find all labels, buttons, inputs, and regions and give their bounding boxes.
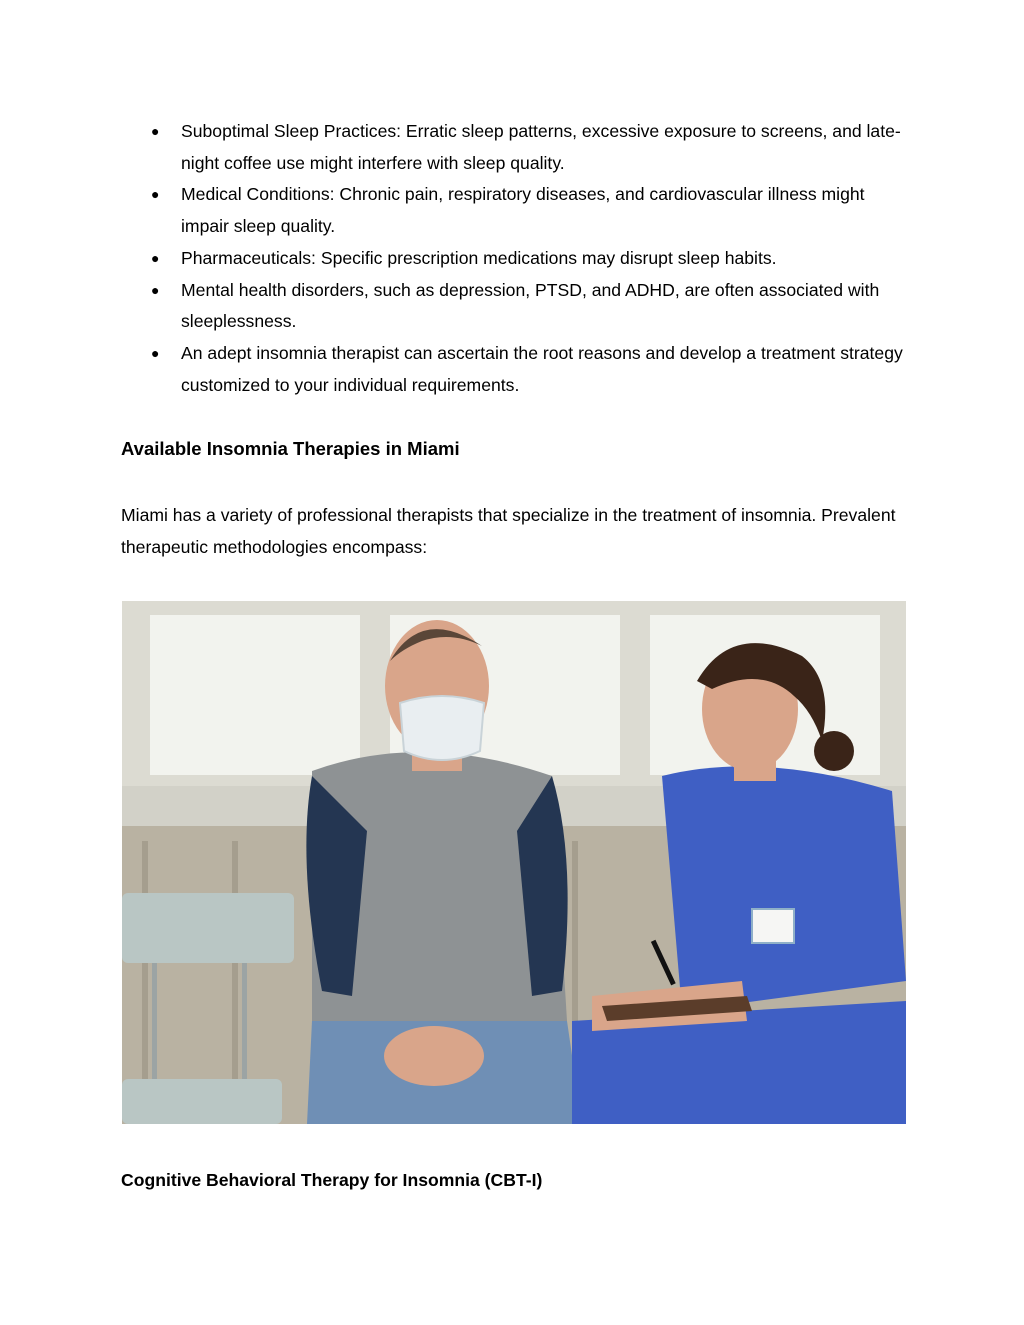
bullet-icon: ● xyxy=(151,186,160,203)
list-item-text: An adept insomnia therapist can ascertain the root reasons and develop a treatment strategy customized to your individual requirements. xyxy=(181,342,903,395)
list-item xyxy=(121,116,911,179)
bullet-icon: ● xyxy=(151,281,160,298)
chair-leg xyxy=(152,963,157,1083)
chair-seat xyxy=(122,1079,282,1124)
list-item xyxy=(121,338,911,401)
bullet-icon: ● xyxy=(151,249,160,266)
list-item-text: Mental health disorders, such as depression, PTSD, and ADHD, are often associated with sleeplessness. xyxy=(181,279,880,332)
photo-illustration xyxy=(122,601,906,1124)
face-mask xyxy=(400,696,484,760)
list-item xyxy=(121,275,911,338)
bullet-icon: ● xyxy=(151,344,160,361)
list-item xyxy=(121,243,911,275)
list-item-text: Medical Conditions: Chronic pain, respiratory diseases, and cardiovascular illness might impair sleep quality. xyxy=(181,184,865,237)
list-item-text: Suboptimal Sleep Practices: Erratic sleep patterns, excessive exposure to screens, and late-night coffee use might interfere with sleep quality. xyxy=(181,121,901,173)
therapy-session-photo xyxy=(122,601,906,1124)
bullet-icon: ● xyxy=(151,123,160,139)
name-badge xyxy=(752,909,794,943)
subheading: Cognitive Behavioral Therapy for Insomnia (CBT-I) xyxy=(121,1170,543,1190)
woman-hair-bun xyxy=(814,731,854,771)
man-hands xyxy=(384,1026,484,1086)
window-pane xyxy=(150,615,360,775)
list-item-text: Pharmaceuticals: Specific prescription medications may disrupt sleep habits. xyxy=(181,247,777,268)
woman-scrubs-top xyxy=(662,766,906,1011)
cause-bullet-list xyxy=(121,116,911,401)
chair-leg xyxy=(242,963,247,1083)
list-item xyxy=(121,179,911,242)
intro-paragraph: Miami has a variety of professional therapists that specialize in the treatment of insomnia. Prevalent therapeutic methodologies encompass: xyxy=(121,505,896,557)
chair-back xyxy=(122,893,294,963)
section-heading: Available Insomnia Therapies in Miami xyxy=(121,438,460,459)
